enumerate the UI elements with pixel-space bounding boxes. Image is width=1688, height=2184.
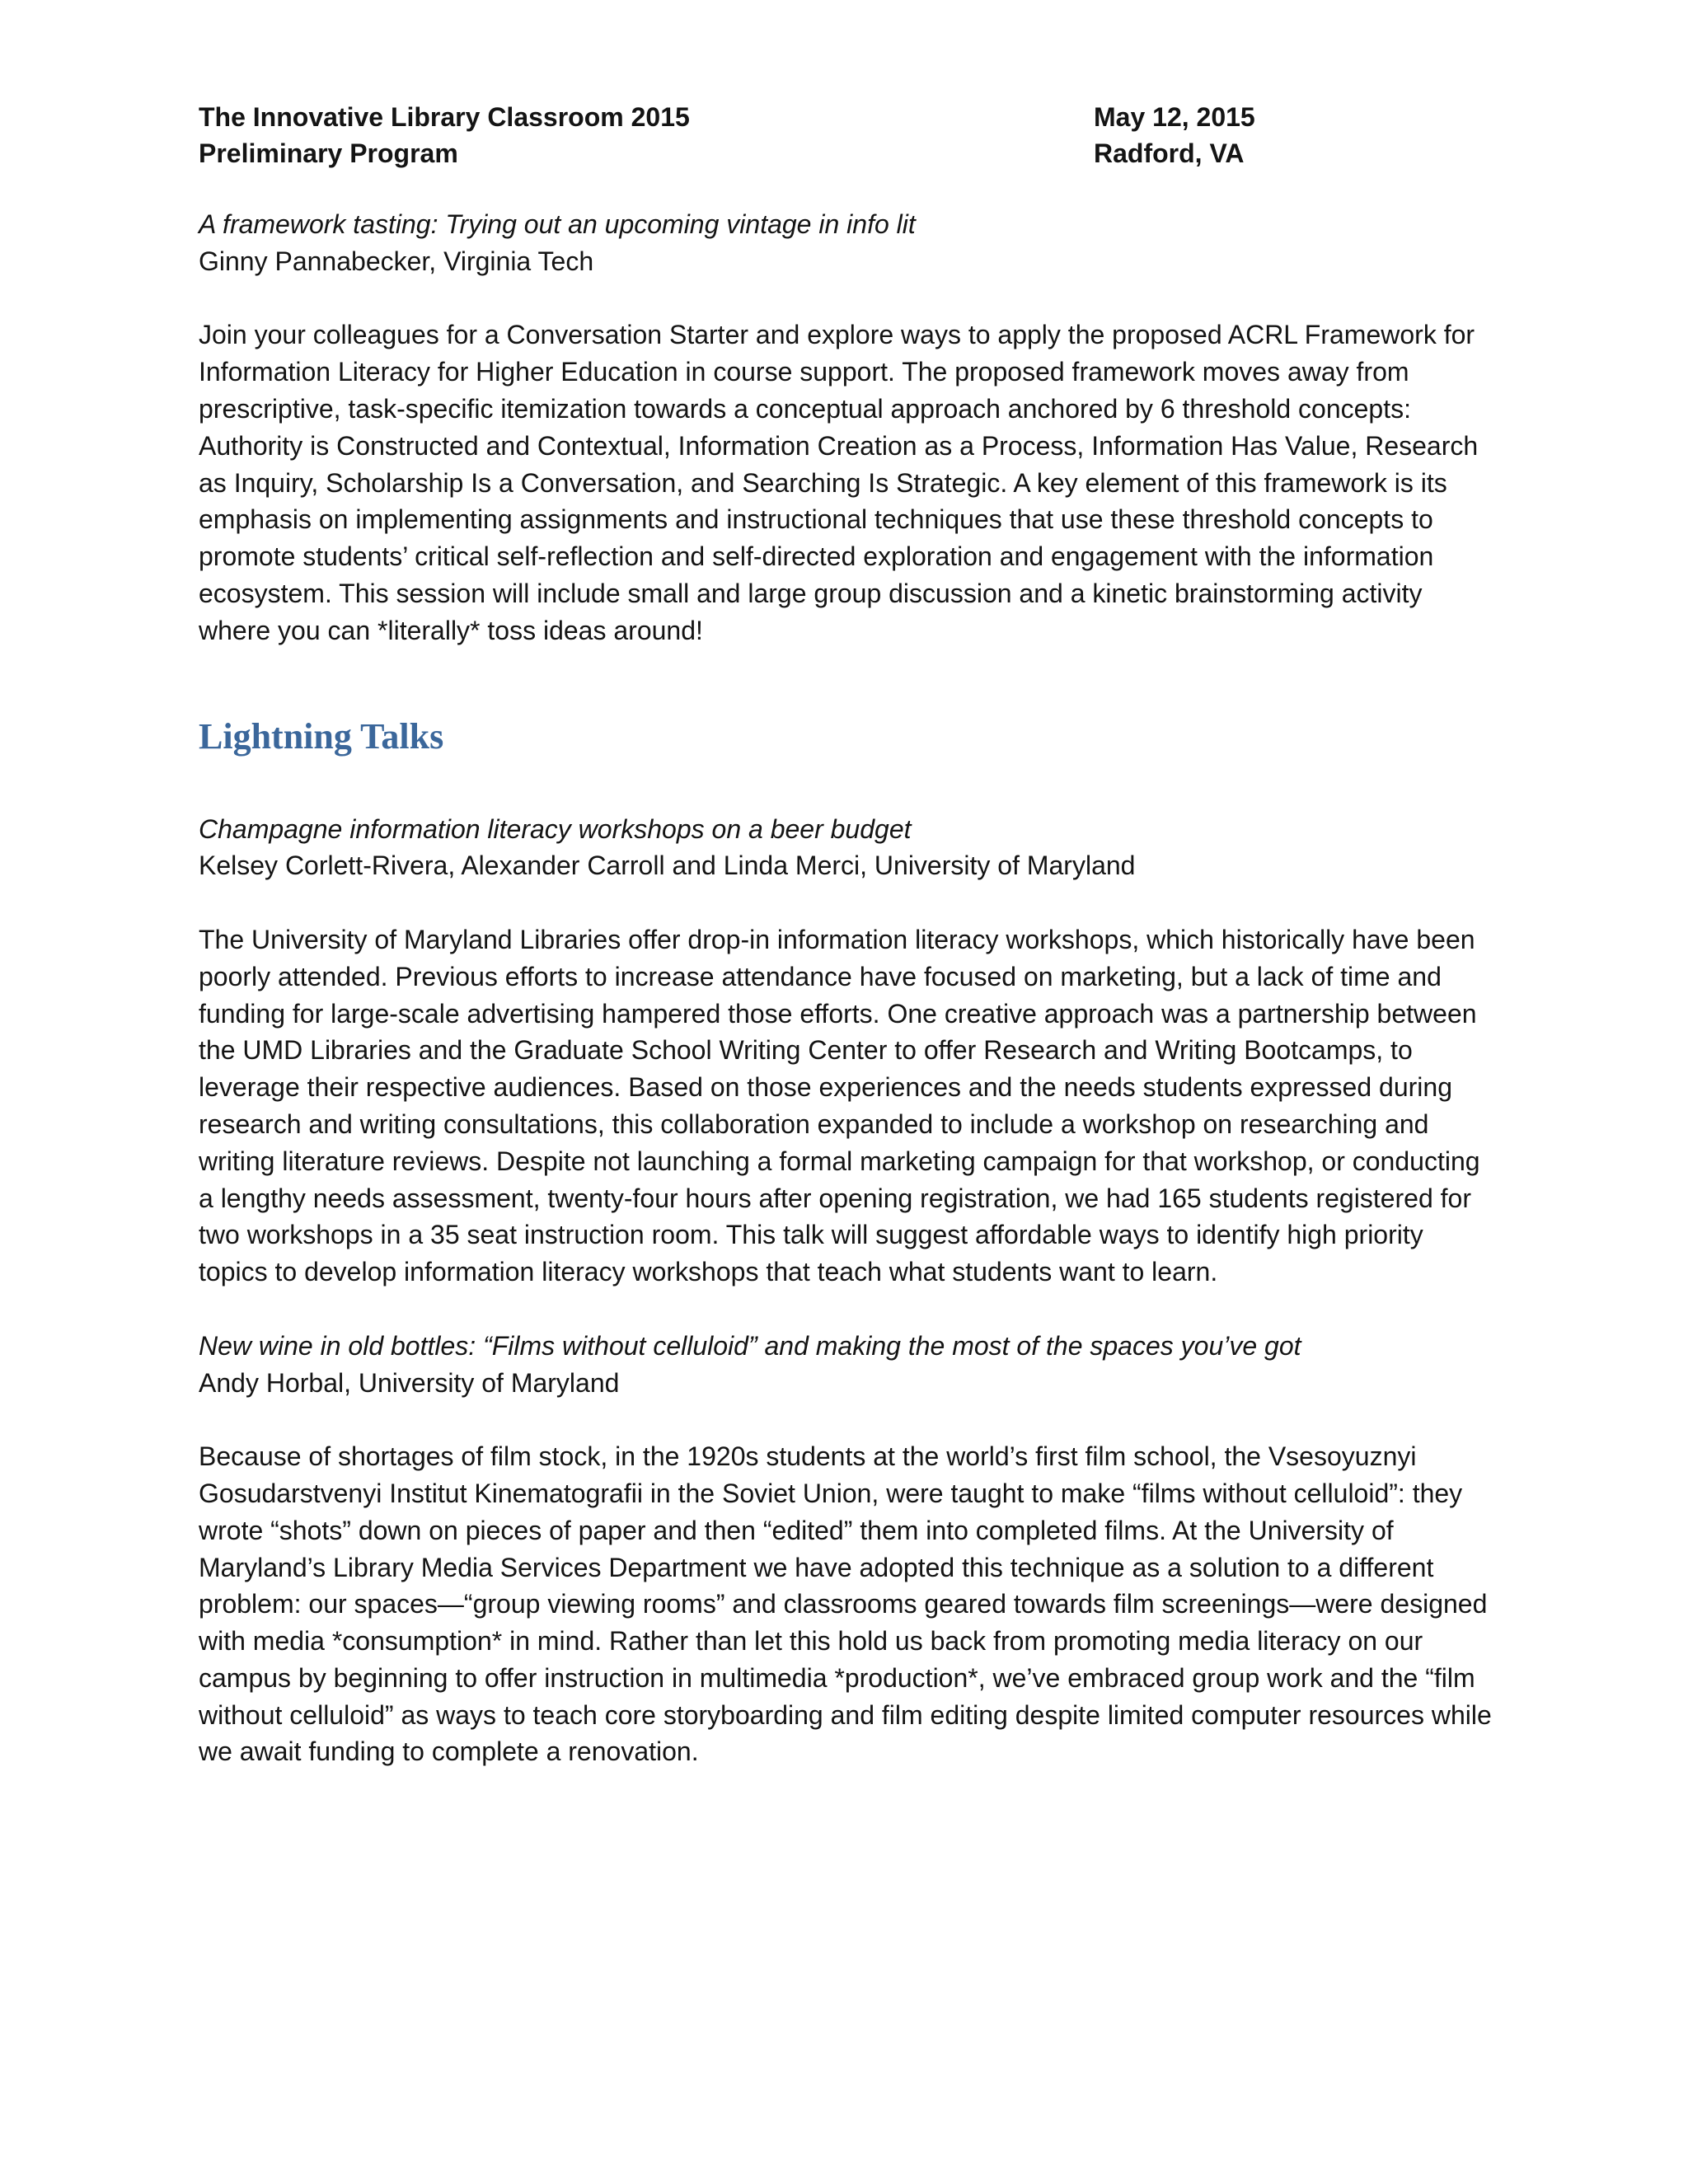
program-page [199, 96, 1501, 1770]
session-authors: Ginny Pannabecker, Virginia Tech [199, 246, 594, 276]
session-block [199, 206, 1501, 649]
talk-authors: Kelsey Corlett-Rivera, Alexander Carroll and Linda Merci, University of Maryland [199, 851, 1136, 881]
talk-abstract: Because of shortages of film stock, in the 1920s students at the world’s first film school, the Vsesoyuznyi Gosudarstvenyi Institut Kinematografii in the Soviet Union, were taught to make “films without celluloid”: they wrote “shots” down on pieces of paper and then “edited” them into completed films. At the University of Maryland’s Library Media Services Department we have adopted this technique as a solution to a different problem: our spaces—“group viewing rooms” and classrooms geared towards film screenings—were designed with media *consumption* in mind. Rather than let this hold us back from promoting media literacy on our campus by beginning to offer instruction in multimedia *production*, we’ve embraced group work and the “film without celluloid” as ways to teach core storyboarding and film editing despite limited computer resources while we await funding to complete a renovation. [199, 1441, 1492, 1767]
talk-abstract: The University of Maryland Libraries offer drop-in information literacy workshops, which historically have been poorly attended. Previous efforts to increase attendance have focused on marketing, but a lack of time and funding for large-scale advertising hampered those efforts. One creative approach was a partnership between the UMD Libraries and the Graduate School Writing Center to offer Research and Writing Bootcamps, to leverage their respective audiences. Based on those experiences and the needs students expressed during research and writing consultations, this collaboration expanded to include a workshop on researching and writing literature reviews. Despite not launching a formal marketing campaign for that workshop, or conducting a lengthy needs assessment, twenty-four hours after opening registration, we had 165 students registered for two workshops in a 35 seat instruction room. This talk will suggest affordable ways to identify high priority topics to develop information literacy workshops that teach what students want to learn. [199, 924, 1480, 1287]
event-location: Radford, VA [1094, 138, 1245, 168]
session-title: A framework tasting: Trying out an upcoming vintage in info lit [199, 209, 916, 239]
lightning-talk [199, 1328, 1501, 1771]
talk-title: New wine in old bottles: “Films without celluloid” and making the most of the spaces you’ve got [199, 1330, 1301, 1361]
event-date: May 12, 2015 [1094, 102, 1255, 132]
session-abstract: Join your colleagues for a Conversation Starter and explore ways to apply the proposed ACRL Framework for Information Literacy for Higher Education in course support. The proposed framework moves away from prescriptive, task-specific itemization towards a conceptual approach anchored by 6 threshold concepts: Authority is Constructed and Contextual, Information Creation as a Process, Information Has Value, Research as Inquiry, Scholarship Is a Conversation, and Searching Is Strategic. A key element of this framework is its emphasis on implementing assignments and instructional techniques that use these threshold concepts to promote students’ critical self-reflection and self-directed exploration and engagement with the information ecosystem. This session will include small and large group discussion and a kinetic brainstorming activity where you can *literally* toss ideas around! [199, 320, 1479, 645]
section-heading: Lightning Talks [199, 715, 444, 757]
talk-authors: Andy Horbal, University of Maryland [199, 1367, 620, 1398]
header-right [1094, 99, 1255, 171]
conference-title: The Innovative Library Classroom 2015 [199, 102, 690, 132]
talk-title: Champagne information literacy workshops on a beer budget [199, 813, 912, 844]
document-header [199, 96, 1501, 175]
lightning-talk [199, 811, 1501, 1291]
program-subtitle: Preliminary Program [199, 138, 458, 168]
header-left [199, 99, 690, 171]
